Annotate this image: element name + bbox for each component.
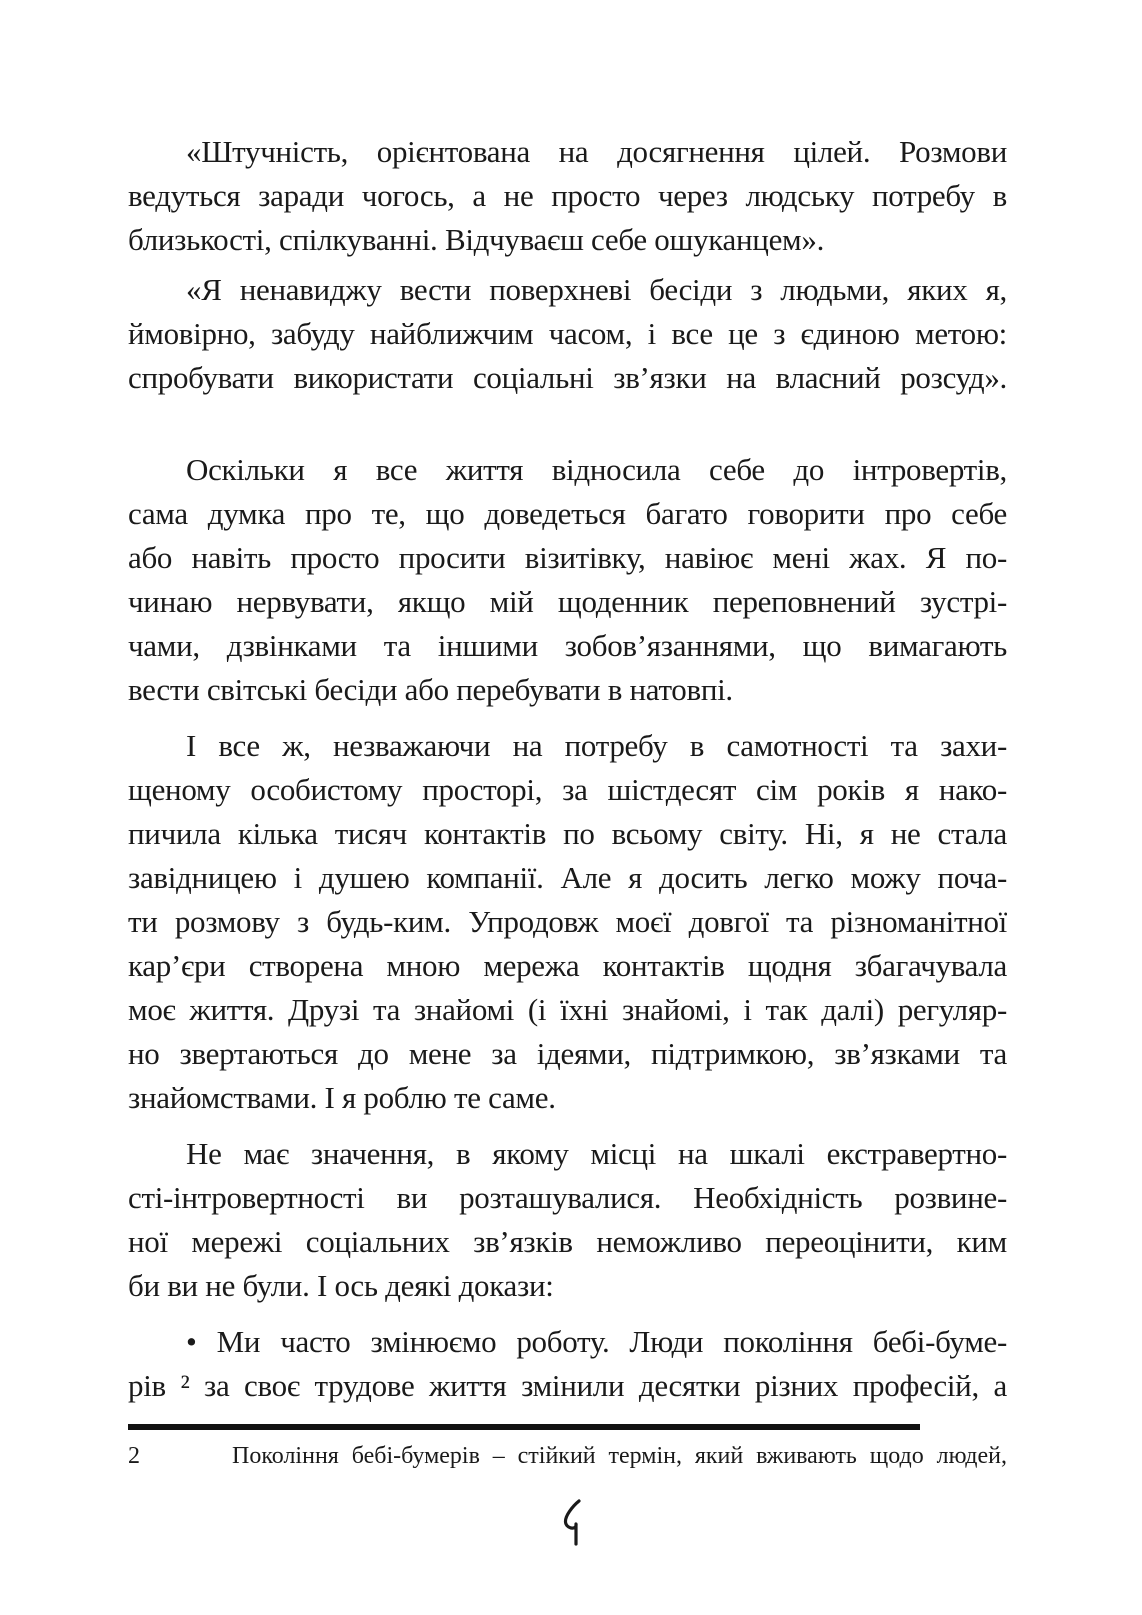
footnote [128,1424,1007,1472]
text-line: рів ² за своє трудове життя змінили десятки різних професій, а [128,1368,1007,1403]
text-line: чинаю нервувати, якщо мій щоденник переповнений зустрі- [128,584,1007,619]
text-line: «Штучність, орієнтована на досягнення цілей. Розмови [186,134,1007,169]
text-line: моє життя. Друзі та знайомі (і їхні знайомі, і так далі) регуляр- [128,992,1007,1027]
text-line: вести світські бесіди або перебувати в натовпі. [128,672,733,707]
text-line: чами, дзвінками та іншими зобов’язаннями, що вимагають [128,628,1007,663]
text-line: кар’єри створена мною мережа контактів щодня збагачувала [128,948,1007,983]
page-number-glyph [554,1498,588,1554]
bullet-paragraph [128,1320,1007,1408]
text-line: но звертаються до мене за ідеями, підтримкою, зв’язками та [128,1036,1007,1071]
quote-paragraph [128,268,1007,400]
text-line: завідницею і душею компанії. Але я досить легко можу поча- [128,860,1007,895]
text-line: ведуться заради чогось, а не просто через людську потребу в [128,178,1007,213]
text-line: близькості, спілкуванні. Відчуваєш себе ошуканцем». [128,222,825,257]
text-line: пичила кілька тисяч контактів по всьому світу. Ні, я не стала [128,816,1007,851]
footnote-number: 2 [128,1443,140,1469]
footnote-line [128,1440,1007,1472]
text-line: Не має значення, в якому місці на шкалі екстравертно- [186,1136,1007,1171]
text-line: ти розмову з будь-ким. Упродовж моєї довгої та різноманітної [128,904,1007,939]
footnote-text: Покоління бебі-бумерів – стійкий термін, який вживають щодо людей, [232,1443,1007,1469]
text-column [128,130,1007,1408]
text-line: ної мережі соціальних зв’язків неможливо переоцінити, ким [128,1224,1007,1259]
text-line: або навіть просто просити візитівку, навіює мені жах. Я по- [128,540,1007,575]
paragraph [128,1132,1007,1308]
quote-paragraph [128,130,1007,262]
paragraph [128,448,1007,712]
text-line: щеному особистому просторі, за шістдесят сім років я нако- [128,772,1007,807]
text-line: би ви не були. І ось деякі докази: [128,1268,554,1303]
text-line: І все ж, незважаючи на потребу в самотності та захи- [186,728,1007,763]
paragraph [128,724,1007,1120]
footnote-divider [128,1424,920,1430]
text-line: Оскільки я все життя відносила себе до інтровертів, [186,452,1007,487]
page-number [0,1498,1142,1554]
text-line: «Я ненавиджу вести поверхневі бесіди з людьми, яких я, [186,272,1007,307]
text-line: сама думка про те, що доведеться багато говорити про себе [128,496,1007,531]
text-line: знайомствами. І я роблю те саме. [128,1080,556,1115]
bullet-text-line: • Ми часто змінюємо роботу. Люди покоління бебі-буме- [186,1324,1007,1359]
text-line: спробувати використати соціальні зв’язки на власний розсуд». [128,360,1007,395]
text-line: ймовірно, забуду найближчим часом, і все це з єдиною метою: [128,316,1007,351]
text-line: сті-інтровертності ви розташувалися. Необхідність розвине- [128,1180,1007,1215]
